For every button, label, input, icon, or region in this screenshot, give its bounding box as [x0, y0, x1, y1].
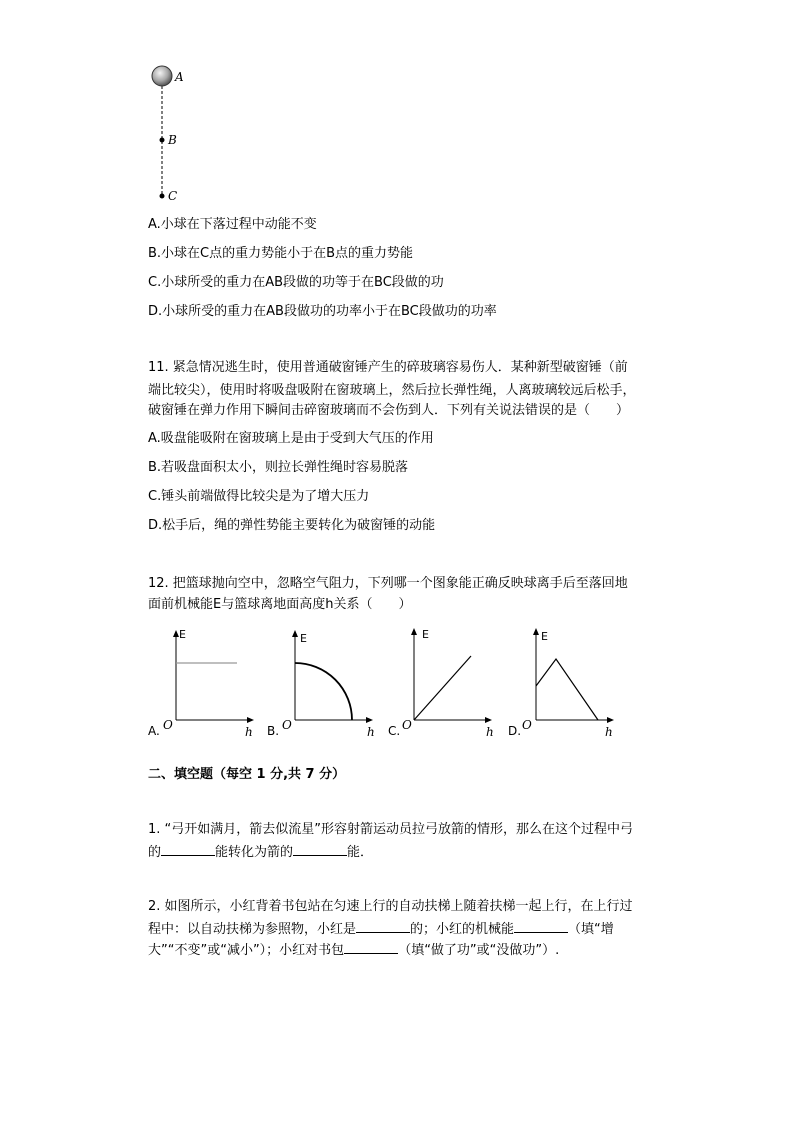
- fill1-text-2: 能转化为箭的: [215, 845, 294, 860]
- graph-a: [170, 628, 260, 728]
- point-label-b: B: [168, 133, 177, 147]
- fill2-line-3: [148, 941, 559, 959]
- point-b-dot: [160, 138, 165, 143]
- q11-option-d: D.松手后，绳的弹性势能主要转化为破窗锤的动能: [148, 518, 436, 533]
- graph-c-y-label: E: [422, 628, 429, 641]
- fill2-text-5: （填“做了功”或“没做功”）.: [398, 943, 560, 958]
- y-axis-arrow: [533, 628, 539, 635]
- section-2-heading: 二、填空题（每空 1 分,共 7 分）: [148, 767, 346, 782]
- y-axis-arrow: [411, 628, 417, 635]
- fill1-text-3: 能．: [347, 845, 374, 860]
- fill2-blank-3[interactable]: [344, 941, 398, 954]
- graph-c: [408, 626, 498, 726]
- graph-d-origin-label: O: [522, 718, 532, 732]
- graph-b-x-label: h: [367, 725, 375, 739]
- energy-curve: [536, 659, 598, 720]
- graph-a-option-label: A.: [148, 724, 160, 738]
- graph-c-option-label: C.: [388, 724, 401, 738]
- ball: [152, 66, 172, 86]
- q11-option-a: A.吸盘能吸附在窗玻璃上是由于受到大气压的作用: [148, 431, 434, 446]
- graph-d-option-label: D.: [508, 724, 522, 738]
- graph-b-origin-label: O: [282, 718, 292, 732]
- graph-a-origin-label: O: [163, 718, 173, 732]
- energy-curve: [295, 663, 352, 720]
- q11-option-b: B.若吸盘面积太小，则拉长弹性绳时容易脱落: [148, 460, 409, 475]
- fill2-blank-2[interactable]: [514, 920, 568, 933]
- graph-d-x-label: h: [605, 725, 613, 739]
- q12-stem-line-2: 面前机械能E与篮球离地面高度h关系（ ）: [148, 597, 412, 612]
- fill2-text-1: 程中：以自动扶梯为参照物，小红是: [148, 922, 357, 937]
- x-axis-arrow: [247, 717, 254, 723]
- q11-stem-line-1: 11. 紧急情况逃生时，使用普通破窗锤产生的碎玻璃容易伤人．某种新型破窗锤（前: [148, 360, 628, 375]
- graph-c-x-label: h: [486, 725, 494, 739]
- fill1-blank-1[interactable]: [161, 843, 215, 856]
- graph-b-y-label: E: [300, 632, 307, 645]
- point-label-a: A: [175, 70, 184, 84]
- fill2-text-4: 大”“不变”或“减小”）；小红对书包: [148, 943, 345, 958]
- graph-a-y-label: E: [179, 628, 186, 641]
- fill2-text-2: 的；小红的机械能: [410, 922, 515, 937]
- x-axis-arrow: [607, 717, 614, 723]
- graph-b-option-label: B.: [267, 724, 280, 738]
- graph-a-x-label: h: [245, 725, 253, 739]
- x-axis-arrow: [485, 717, 492, 723]
- fill1-line-2: [148, 843, 373, 861]
- q11-option-c: C.锤头前端做得比较尖是为了增大压力: [148, 489, 370, 504]
- q10-option-b: B.小球在C点的重力势能小于在B点的重力势能: [148, 246, 414, 261]
- y-axis-arrow: [292, 630, 298, 637]
- fill2-blank-1[interactable]: [356, 920, 410, 933]
- graph-d-y-label: E: [541, 630, 548, 643]
- graph-c-origin-label: O: [402, 718, 412, 732]
- point-c-dot: [160, 194, 165, 199]
- q10-option-c: C.小球所受的重力在AB段做的功等于在BC段做的功: [148, 275, 444, 290]
- x-axis-arrow: [366, 717, 373, 723]
- q10-option-a: A.小球在下落过程中动能不变: [148, 217, 317, 232]
- q11-stem-line-3: 破窗锤在弹力作用下瞬间击碎窗玻璃而不会伤到人．下列有关说法错误的是（ ）: [148, 403, 630, 418]
- q10-option-d: D.小球所受的重力在AB段做功的功率小于在BC段做功的功率: [148, 304, 497, 319]
- energy-curve: [414, 656, 471, 720]
- fill1-line-1: 1. “弓开如满月，箭去似流星”形容射箭运动员拉弓放箭的情形，那么在这个过程中弓: [148, 822, 634, 837]
- q11-stem-line-2: 端比较尖），使用时将吸盘吸附在窗玻璃上，然后拉长弹性绳，人离玻璃较远后松手，: [148, 383, 636, 398]
- point-label-c: C: [168, 189, 178, 203]
- fill1-text-1: 的: [148, 845, 162, 860]
- fill1-blank-2[interactable]: [293, 843, 347, 856]
- fill2-line-2: [148, 920, 614, 938]
- q12-stem-line-1: 12. 把篮球抛向空中，忽略空气阻力，下列哪一个图象能正确反映球离手后至落回地: [148, 576, 628, 591]
- fill2-line-1: 2. 如图所示，小红背着书包站在匀速上行的自动扶梯上随着扶梯一起上行，在上行过: [148, 899, 633, 914]
- fill2-text-3: （填“增: [568, 922, 614, 937]
